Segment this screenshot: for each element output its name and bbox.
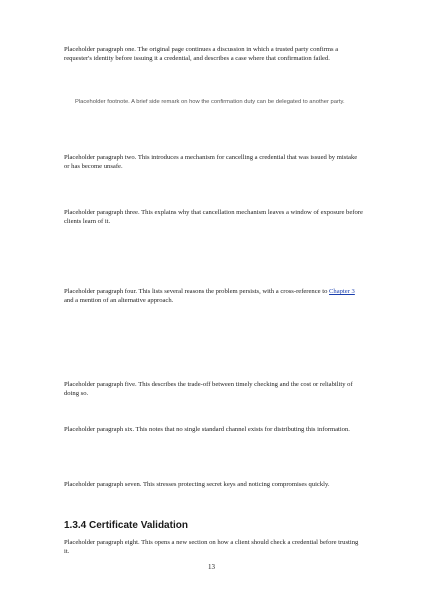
- paragraph-text: Placeholder paragraph four. This lists several reasons the problem persists, with a cross-reference to: [64, 288, 330, 295]
- paragraph: Placeholder paragraph three. This explains why that cancellation mechanism leaves a window of exposure before clients learn of it.: [64, 209, 363, 225]
- page-number: 13: [208, 563, 215, 571]
- paragraph: Placeholder paragraph eight. This opens a new section on how a client should check a credential before trusting it.: [64, 539, 359, 555]
- footnote: Placeholder footnote. A brief side remark on how the confirmation duty can be delegated to another party.: [75, 99, 345, 105]
- chapter-3-link[interactable]: Chapter 3: [329, 288, 355, 295]
- paragraph-text: and a mention of an alternative approach.: [64, 296, 174, 304]
- paragraph: Placeholder paragraph two. This introduces a mechanism for cancelling a credential that was issued by mistake or has become unsafe.: [64, 154, 358, 170]
- paragraph: Placeholder paragraph six. This notes that no single standard channel exists for distributing this information.: [64, 426, 350, 433]
- paragraph: Placeholder paragraph one. The original page continues a discussion in which a trusted party confirms a requester's identity before issuing it a credential, and describes a case where that confirmation failed.: [64, 46, 339, 62]
- paragraph: Placeholder paragraph five. This describes the trade-off between timely checking and the cost or reliability of doing so.: [64, 381, 353, 397]
- paragraph: [64, 288, 364, 305]
- paragraph: Placeholder paragraph seven. This stresses protecting secret keys and noticing compromises quickly.: [64, 481, 330, 488]
- section-heading: 1.3.4 Certificate Validation: [64, 520, 188, 531]
